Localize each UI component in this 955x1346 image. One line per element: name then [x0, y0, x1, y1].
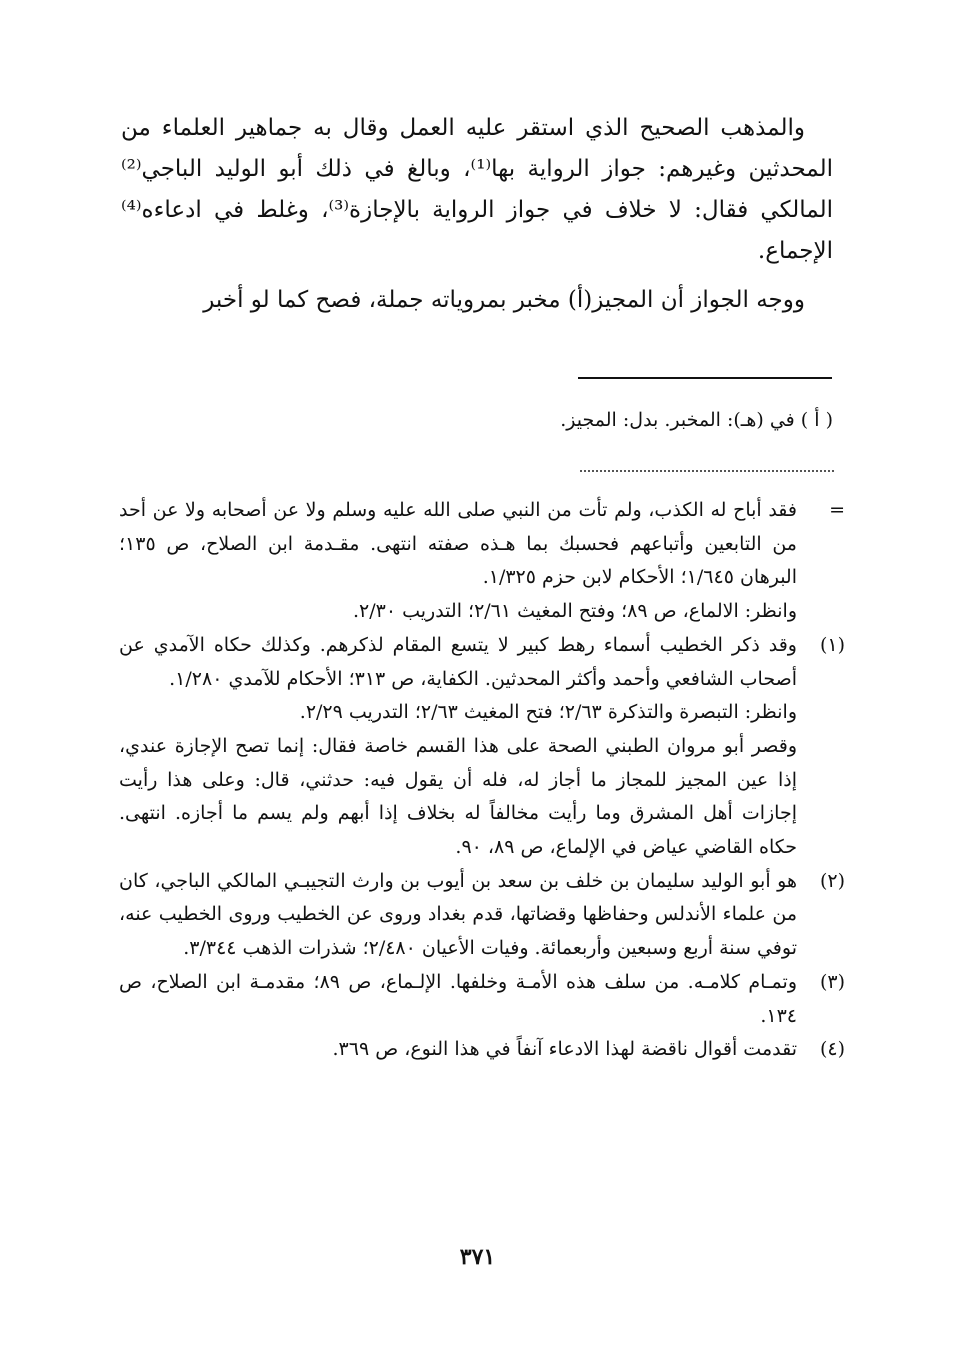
- footnote-marker: (٣): [819, 970, 845, 993]
- footnote-text: [119, 865, 797, 966]
- footnote-line: وتمـام كلامـه. من سلف هذه الأمـة وخلفها. الإلـماع، ص ٨٩؛ مقدمـة ابن الصلاح، ص ١٣٤.: [119, 970, 797, 1027]
- variant-note: ( أ ) في (هـ): المخبر. بدل: المجيز.: [560, 409, 833, 431]
- main-paragraph-2: ووجه الجواز أن المجيز(أ) مخبر بمروياته جملة، فصح كما لو أخبر: [203, 287, 805, 313]
- footnote-text: [119, 494, 797, 629]
- footnote-line: فقد أباح له الكذب، ولم تأت من النبي صلى الله عليه وسلم ولا عن أصحابه ولا عن أحد من التابعين وأتباعهم فحسبك بما هـذه صفته انتهى. مقـدمة ابن الصلاح، ص ١٣٥؛ البرهان ١/٦٤٥؛ الأحكام لابن حزم ١/٣٢٥.: [119, 499, 797, 589]
- footnote-4: [119, 1033, 845, 1067]
- footnote-line: وقصر أبو مروان الطبني الصحة على هذا القسم خاصة فقال: إنما تصح الإجازة عندي، إذا عين المجيز للمجاز ما أجاز له، فله أن يقول فيه: حدثني، قال: وعلى هذا رأيت إجازات أهل المشرق وما رأيت مخالفاً له بخلاف إذا أبهم ولم يسم ما أجازه. انتهى. حكاه القاضي عياض في الإلماع، ص ٨٩، ٩٠.: [119, 734, 797, 859]
- footnote-text: [119, 1033, 797, 1067]
- footnote-3: [119, 966, 845, 1033]
- main-text: [121, 108, 833, 321]
- footnote-marker: (٤): [819, 1038, 845, 1061]
- footnote-line: وانظر: الالماع، ص ٨٩؛ وفتح المغيث ٢/٦١؛ التدريب ٢/٣٠.: [352, 600, 797, 623]
- footnote-1: [119, 629, 845, 865]
- footnote-line: وقد ذكر الخطيب أسماء رهط كبير لا يتسع المقام لذكرهم. وكذلك حكاه الآمدي عن أصحاب الشافعي وأحمد وأكثر المحدثين. الكفاية، ص ٣١٣؛ الأحكام للآمدي ١/٢٨٠.: [119, 633, 797, 690]
- footnote-line: تقدمت أقوال ناقضة لهذا الادعاء آنفاً في هذا النوع، ص ٣٦٩.: [332, 1038, 797, 1061]
- footnote-line: هو أبو الوليد سليمان بن خلف بن سعد بن أيوب بن وارث التجيبـي المالكي الباجي، كان من علماء الأندلس وحفاظها وقضاتها، قدم بغداد وروى عن الخطيب وروى الخطيب عنه، توفي سنة أربع وسبعين وأربعمائة. وفيات الأعيان ٢/٤٨٠؛ شذرات الذهب ٣/٣٤٤.: [119, 869, 797, 960]
- dotted-separator: [580, 470, 834, 472]
- footnote-text: [119, 629, 797, 865]
- page-number: ٣٧١: [459, 1244, 496, 1270]
- footnote-marker: =: [829, 499, 845, 521]
- footnote-marker: (١): [819, 633, 845, 656]
- footnote-2: [119, 865, 845, 966]
- main-paragraph-1: والمذهب الصحيح الذي استقر عليه العمل وقال به جماهير العلماء من المحدثين وغيرهم: جواز الرواية بها⁽¹⁾، وبالغ في ذلك أبو الوليد الباجي⁽²⁾ المالكي فقال: لا خلاف في جواز الرواية بالإجازة⁽³⁾، وغلط في ادعاءه⁽⁴⁾ الإجماع.: [121, 115, 833, 264]
- footnote-separator: [578, 377, 832, 379]
- footnote-text: [119, 966, 797, 1033]
- footnote-continuation: [119, 494, 845, 629]
- footnote-line: وانظر: التبصرة والتذكرة ٢/٦٣؛ فتح المغيث ٢/٦٣؛ التدريب ٢/٢٩.: [299, 701, 797, 724]
- footnote-marker: (٢): [819, 869, 845, 892]
- footnotes: [119, 494, 845, 1067]
